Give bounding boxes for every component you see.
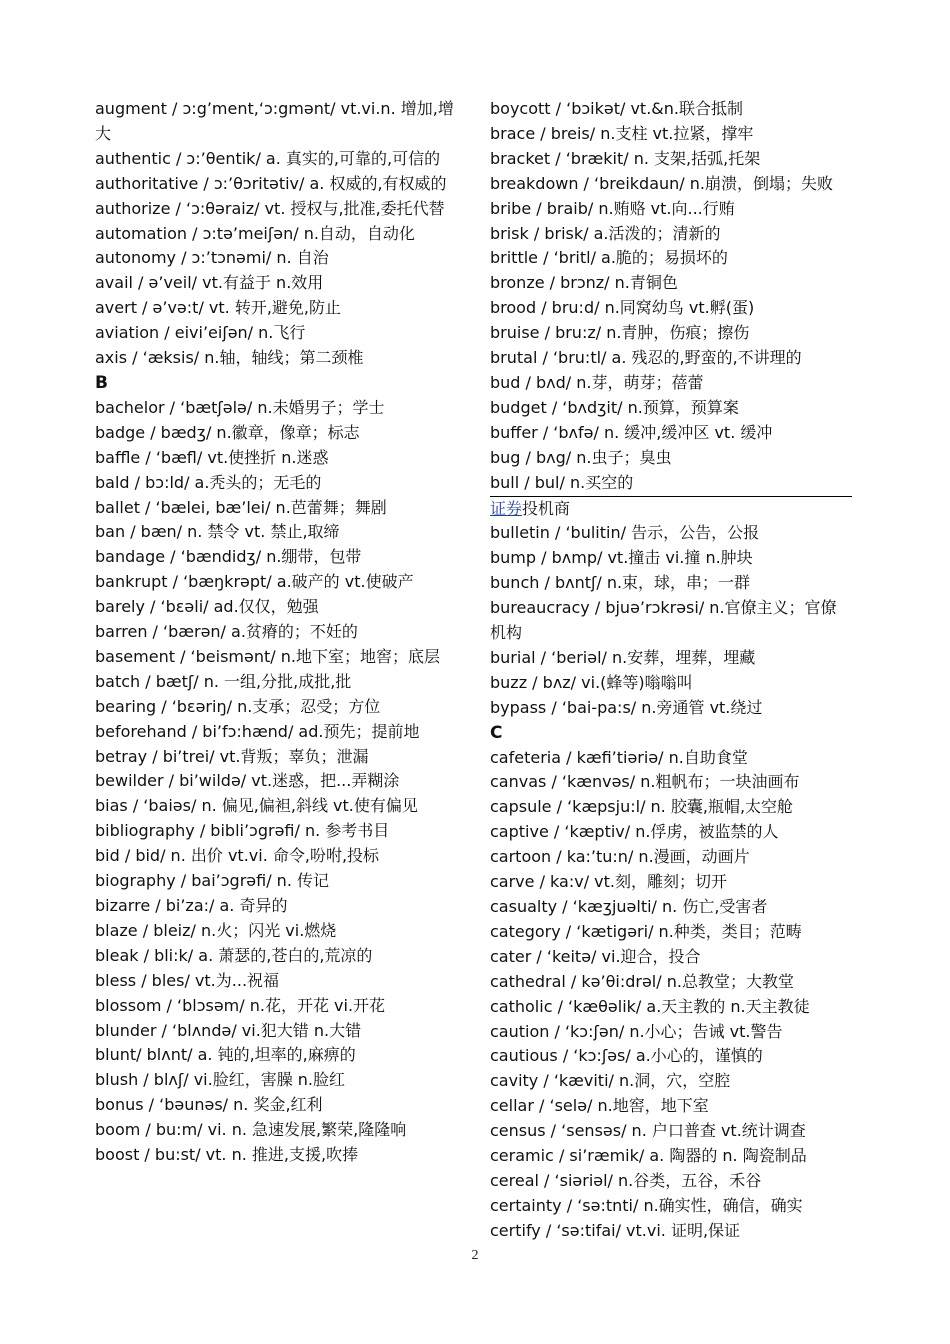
vocab-entry: bug / bʌg/ n.虫子；臭虫 (490, 447, 672, 467)
vocab-entry: blossom / ‘blɔsəm/ n.花，开花 vi.开花 (95, 995, 386, 1015)
vocab-entry: bypass / ‘bai-pa:s/ n.旁通管 vt.绕过 (490, 697, 763, 717)
vocab-entry: bracket / ‘brækit/ n. 支架,括弧,托架 (490, 148, 761, 168)
vocab-entry: baffle / ‘bæfl/ vt.使挫折 n.迷惑 (95, 447, 329, 467)
vocab-entry: cereal / ‘siəriəl/ n.谷类，五谷，禾谷 (490, 1170, 762, 1190)
vocab-entry: cater / ‘keitə/ vi.迎合，投合 (490, 946, 701, 966)
vocab-entry: bulletin / ‘bulitin/ 告示，公告，公报 (490, 523, 760, 543)
vocab-entry: ballet / ‘bælei, bæ’lei/ n.芭蕾舞；舞剧 (95, 497, 387, 517)
vocab-entry: bonus / ‘bəunəs/ n. 奖金,红利 (95, 1095, 323, 1115)
vocab-entry: blunt/ blʌnt/ a. 钝的,坦率的,麻痹的 (95, 1045, 356, 1065)
vocab-entry: brittle / ‘britl/ a.脆的；易损坏的 (490, 248, 728, 268)
vocab-entry: bid / bid/ n. 出价 vt.vi. 命令,吩咐,投标 (95, 846, 380, 866)
vocab-entry: certify / ‘sə:tifai/ vt.vi. 证明,保证 (490, 1220, 741, 1240)
vocab-entry: cafeteria / kæfi’tiəriə/ n.自助食堂 (490, 747, 748, 767)
vocab-entry: beforehand / bi’fɔ:hænd/ ad.预先；提前地 (95, 721, 420, 741)
vocab-entry: avail / ə’veil/ vt.有益于 n.效用 (95, 273, 324, 293)
vocab-entry: brace / breis/ n.支柱 vt.拉紧，撑牢 (490, 123, 754, 143)
vocab-entry: cellar / ‘selə/ n.地窖，地下室 (490, 1096, 709, 1116)
vocab-entry: bunch / bʌntʃ/ n.束，球，串；一群 (490, 573, 751, 593)
vocab-entry: bias / ‘baiəs/ n. 偏见,偏袒,斜线 vt.使有偏见 (95, 796, 418, 816)
vocab-entry: cavity / ‘kæviti/ n.洞，穴，空腔 (490, 1071, 731, 1091)
vocab-entry: buffer / ‘bʌfə/ n. 缓冲,缓冲区 vt. 缓冲 (490, 422, 773, 442)
vocab-entry: authorize / ‘ɔ:θəraiz/ vt. 授权与,批准,委托代替 (95, 198, 445, 218)
vocab-entry: boycott / ‘bɔikət/ vt.&n.联合抵制 (490, 99, 743, 118)
vocab-entry: bald / bɔ:ld/ a.秃头的；无毛的 (95, 472, 322, 492)
vocab-entry: bull / bul/ n.买空的 (490, 471, 852, 497)
vocab-entry: blunder / ‘blʌndə/ vi.犯大错 n.大错 (95, 1020, 362, 1040)
vocab-entry: bump / bʌmp/ vt.撞击 vi.撞 n.肿块 (490, 548, 753, 568)
vocab-entry: bribe / braib/ n.贿赂 vt.向...行贿 (490, 198, 735, 218)
vocab-entry: bizarre / bi’za:/ a. 奇异的 (95, 896, 288, 915)
vocab-entry: axis / ‘æksis/ n.轴，轴线；第二颈椎 (95, 348, 364, 368)
vocab-entry: autonomy / ɔ:’tɔnəmi/ n. 自治 (95, 248, 329, 268)
vocab-entry: carve / ka:v/ vt.刻，雕刻；切开 (490, 872, 728, 892)
vocab-entry: boost / bu:st/ vt. n. 推进,支援,吹捧 (95, 1145, 359, 1165)
vocab-entry: basement / ‘beismənt/ n.地下室；地窖；底层 (95, 646, 440, 666)
page-number: 2 (471, 1248, 479, 1263)
vocab-entry: barely / ‘bɛəli/ ad.仅仅，勉强 (95, 597, 319, 617)
vocab-entry: catholic / ‘kæθəlik/ a.天主教的 n.天主教徒 (490, 996, 810, 1016)
vocab-entry: bruise / bru:z/ n.青肿，伤痕；擦伤 (490, 323, 750, 343)
vocab-entry: category / ‘kætigəri/ n.种类，类目；范畴 (490, 921, 802, 941)
vocab-entry: casualty / ‘kæʒjuəlti/ n. 伤亡,受害者 (490, 897, 768, 916)
vocab-entry: batch / bætʃ/ n. 一组,分批,成批,批 (95, 671, 352, 691)
vocab-entry: budget / ‘bʌdʒit/ n.预算，预算案 (490, 397, 739, 417)
section-letter: B (95, 372, 108, 393)
vocab-entry: captive / ‘kæptiv/ n.俘虏，被监禁的人 (490, 822, 779, 842)
vocab-entry: bless / bles/ vt.为...祝福 (95, 970, 280, 990)
vocab-entry: bleak / bli:k/ a. 萧瑟的,苍白的,荒凉的 (95, 945, 373, 965)
vocab-entry: augment / ɔ:g’ment,‘ɔ:gmənt/ vt.vi.n. 增加,增大 (95, 99, 454, 143)
vocab-entry: badge / bædʒ/ n.徽章，像章；标志 (95, 422, 360, 442)
vocab-entry: bewilder / bi’wildə/ vt.迷惑，把...弄糊涂 (95, 771, 400, 791)
vocab-entry: ban / bæn/ n. 禁令 vt. 禁止,取缔 (95, 522, 340, 542)
vocab-entry: aviation / eivi’eiʃən/ n.飞行 (95, 323, 306, 343)
vocab-entry: betray / bi’trei/ vt.背叛；辜负；泄漏 (95, 746, 369, 766)
vocab-entry: certainty / ‘sə:tnti/ n.确实性，确信，确实 (490, 1195, 803, 1215)
vocab-entry: brisk / brisk/ a.活泼的；清新的 (490, 223, 721, 243)
vocab-entry: bankrupt / ‘bæŋkrəpt/ a.破产的 vt.使破产 (95, 572, 414, 592)
vocab-entry: bandage / ‘bændidʒ/ n.绷带，包带 (95, 547, 362, 567)
vocab-entry: automation / ɔ:tə’meiʃən/ n.自动，自动化 (95, 223, 415, 243)
vocab-entry: cathedral / kə’θi:drəl/ n.总教堂；大教堂 (490, 971, 794, 991)
vocab-entry: bachelor / ‘bætʃələ/ n.未婚男子；学士 (95, 397, 385, 417)
vocab-entry: burial / ‘beriəl/ n.安葬，埋葬，埋藏 (490, 647, 756, 667)
vocab-entry: cautious / ‘kɔ:ʃəs/ a.小心的，谨慎的 (490, 1046, 763, 1066)
vocab-entry: canvas / ‘kænvəs/ n.粗帆布；一块油画布 (490, 772, 800, 792)
section-letter: C (490, 722, 503, 743)
vocab-entry: breakdown / ‘breikdaun/ n.崩溃，倒塌；失败 (490, 173, 834, 193)
vocab-entry: ceramic / si’ræmik/ a. 陶器的 n. 陶瓷制品 (490, 1146, 807, 1166)
vocab-entry: bearing / ‘bɛəriŋ/ n.支承；忍受；方位 (95, 696, 381, 716)
vocab-entry: biography / bai’ɔgrəfi/ n. 传记 (95, 871, 329, 891)
hyperlink[interactable]: 证券 (490, 498, 523, 518)
right-column (490, 97, 852, 1244)
vocab-entry: authentic / ɔ:’θentik/ a. 真实的,可靠的,可信的 (95, 148, 441, 168)
vocab-entry: bud / bʌd/ n.芽，萌芽；蓓蕾 (490, 372, 704, 392)
vocab-entry: census / ‘sensəs/ n. 户口普查 vt.统计调查 (490, 1121, 806, 1141)
vocab-entry: capsule / ‘kæpsju:l/ n. 胶囊,瓶帽,太空舱 (490, 797, 794, 817)
vocab-entry: bronze / brɔnz/ n.青铜色 (490, 273, 678, 293)
vocab-entry: authoritative / ɔ:’θɔritətiv/ a. 权威的,有权威的 (95, 173, 447, 193)
vocab-entry: caution / ‘kɔ:ʃən/ n.小心；告诫 vt.警告 (490, 1021, 783, 1041)
vocab-entry: bibliography / bibli’ɔgrəfi/ n. 参考书目 (95, 821, 390, 841)
vocab-entry: avert / ə’və:t/ vt. 转开,避免,防止 (95, 298, 342, 318)
vocab-entry: cartoon / ka:’tu:n/ n.漫画，动画片 (490, 847, 750, 867)
vocab-entry: brutal / ‘bru:tl/ a. 残忍的,野蛮的,不讲理的 (490, 348, 802, 368)
vocab-entry: buzz / bʌz/ vi.(蜂等)嗡嗡叫 (490, 672, 693, 692)
vocab-entry: boom / bu:m/ vi. n. 急速发展,繁荣,隆隆响 (95, 1120, 407, 1140)
vocab-entry: bureaucracy / bjuə’rɔkrəsi/ n.官僚主义；官僚机构 (490, 598, 837, 643)
entry-text: 投机商 (522, 498, 571, 518)
vocab-entry (490, 497, 852, 522)
vocab-entry: blaze / bleiz/ n.火；闪光 vi.燃烧 (95, 920, 337, 940)
vocab-entry: brood / bru:d/ n.同窝幼鸟 vt.孵(蛋) (490, 298, 755, 318)
left-column (95, 97, 463, 1168)
vocab-entry: barren / ‘bærən/ a.贫瘠的；不妊的 (95, 622, 358, 642)
vocab-entry: blush / blʌʃ/ vi.脸红，害臊 n.脸红 (95, 1070, 346, 1090)
